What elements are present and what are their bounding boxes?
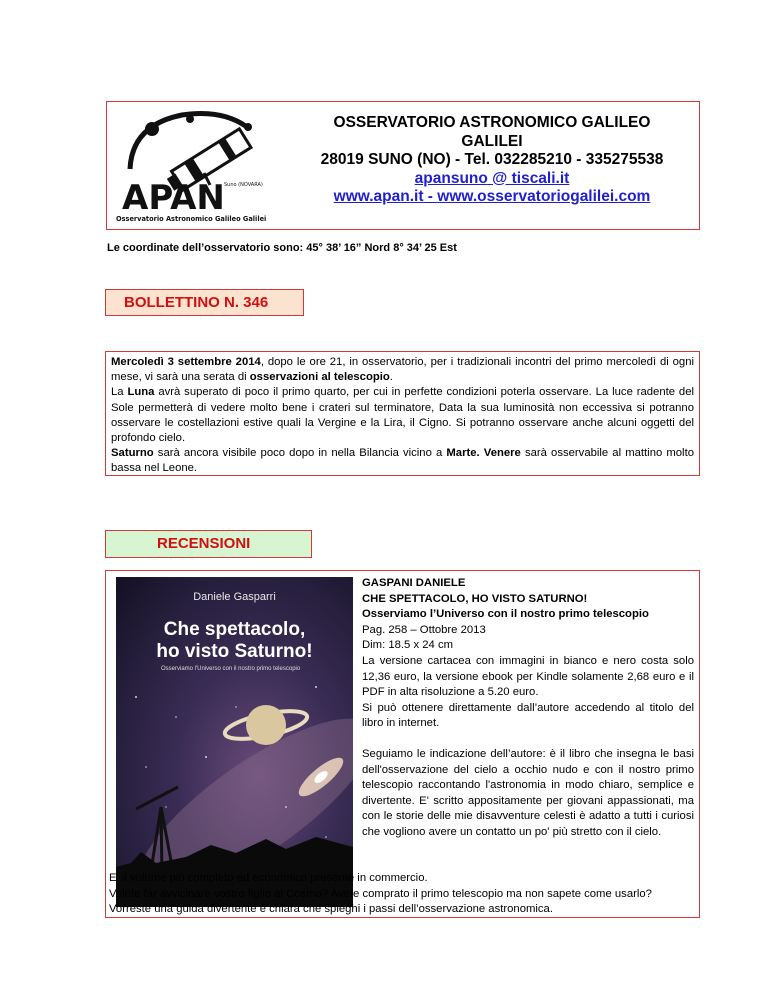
news-paragraph-1: Mercoledì 3 settembre 2014, dopo le ore 21, in osservatorio, per i tradizionali incontri del primo mercoledì di ogni mese, vi sarà una serata di osservazioni al telescopio. (111, 356, 695, 384)
news-paragraph-3: Saturno sarà ancora visibile poco dopo in nella Bilancia vicino a Marte. Venere sarà osservabile al mattino molto bassa nel Leone. (111, 447, 694, 475)
book-cover (116, 577, 353, 907)
review-pages: Pag. 258 – Ottobre 2013 (362, 623, 486, 636)
review-box (105, 570, 700, 918)
cover-title: Che spettacolo, ho visto Saturno! (156, 619, 313, 662)
sites-line (287, 188, 697, 207)
email-link[interactable]: apansuno @ tiscali.it (414, 169, 570, 187)
review-bottom-text (109, 871, 694, 918)
review-author: GASPANI DANIELE (362, 577, 466, 589)
spacer (362, 732, 694, 747)
recensioni-title: RECENSIONI (105, 530, 312, 558)
review-line-1: E' il volume più completo ed economico presente in commercio. (109, 872, 428, 884)
svg-text:Osservatorio Astronomico Galil: Osservatorio Astronomico Galileo Galilei (116, 215, 267, 223)
email-line (287, 170, 697, 189)
review-dimensions: Dim: 18.5 x 24 cm (362, 639, 454, 652)
review-title: CHE SPETTACOLO, HO VISTO SATURNO! (362, 592, 588, 605)
sites-separator: - (423, 188, 438, 205)
bollettino-title: BOLLETTINO N. 346 (105, 289, 304, 316)
site-link-osservatorio[interactable]: www.osservatoriogalilei.com (437, 188, 651, 205)
cover-author: Daniele Gasparri (193, 591, 276, 603)
header-box (106, 101, 700, 230)
review-details (362, 576, 694, 841)
site-link-apan[interactable]: www.apan.it (333, 188, 424, 205)
coordinates-text: Le coordinate dell’osservatorio sono: 45° 38’ 16” Nord 8° 34’ 25 Est (107, 242, 457, 254)
header-line2: GALILEI (461, 132, 523, 150)
apan-logo (112, 107, 276, 225)
review-line-2: Volete far avvicinare vostro figlio al Cosmo? Avete comprato il primo telescopio ma non sapete come usarlo? Vorreste una guida divertente e chiara che spieghi i passi dell’osservazione astronomica. (109, 887, 652, 916)
header-line1: OSSERVATORIO ASTRONOMICO GALILEO (333, 114, 651, 131)
review-prices: La versione cartacea con immagini in bianco e nero costa solo 12,36 euro, la versione ebook per Kindle solamente 2,68 euro e il PDF in alta risoluzione a 5.20 euro. (362, 654, 694, 699)
header-text (287, 114, 697, 207)
header-line3: 28019 SUNO (NO) - Tel. 032285210 - 335275538 (320, 151, 664, 168)
news-box (105, 351, 700, 476)
cover-subtitle: Osserviamo l'Universo con il nostro primo telescopio (161, 666, 301, 672)
svg-text:APAN: APAN (122, 178, 225, 218)
review-description: Seguiamo le indicazione dell’autore: è il libro che insegna le basi dell'osservazione del cielo a occhio nudo e con il nostro primo telescopio raccontando l'astronomia in modo chiaro, semplice e divertente. E' scritto appositamente per giovani appassionati, ma con le storie delle mie disavventure celesti è adatto a tutti i curiosi che vogliono avere un contatto un po' più stretto con il cielo. (362, 747, 694, 838)
news-paragraph-2: La Luna avrà superato di poco il primo quarto, per cui in perfette condizioni poterla osservare. La luce radente del Sole permetterà di vedere molto bene i crateri sul terminatore, Data la sua luminosità non eccessiva si potranno osservare le costellazioni estive quali la Vergine e la Lira, il Cigno. Si potranno osservare anche alcuni oggetti del profondo cielo. (111, 386, 694, 445)
review-obtain: Si può ottenere direttamente dall’autore accedendo al titolo del libro in internet. (362, 701, 694, 730)
review-subtitle: Osserviamo l’Universo con il nostro primo telescopio (362, 608, 649, 621)
svg-text:Suno (NOVARA): Suno (NOVARA) (224, 182, 263, 188)
